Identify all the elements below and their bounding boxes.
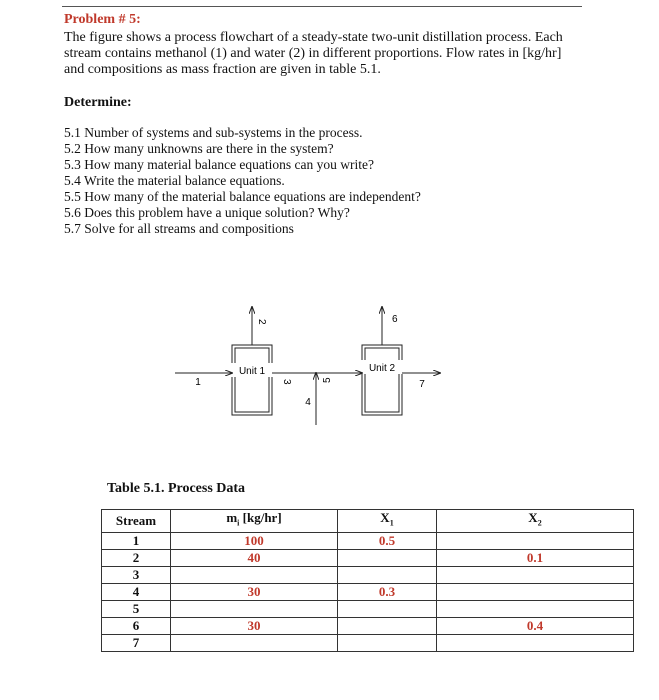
cell-stream: 7	[102, 634, 171, 651]
header-mass-flow: $m_i$ [kg/hr]	[171, 510, 338, 533]
cell-stream: 3	[102, 566, 171, 583]
cell-x1	[338, 566, 437, 583]
cell-x1	[338, 600, 437, 617]
stream-2-label: 2	[256, 319, 267, 325]
cell-mass-flow: 40	[171, 549, 338, 566]
cell-x1: 0.3	[338, 583, 437, 600]
header-stream: Stream	[102, 510, 171, 533]
cell-mass-flow: 30	[171, 583, 338, 600]
header-x1: $X_1$	[338, 510, 437, 533]
unit2-label: Unit 2	[368, 363, 396, 374]
top-rule	[62, 6, 582, 7]
determine-label: Determine:	[64, 95, 132, 110]
cell-mass-flow: 30	[171, 617, 338, 634]
question-item: 5.7 Solve for all streams and compositions	[64, 221, 294, 236]
problem-heading: Problem # 5:	[64, 12, 141, 27]
question-item: 5.5 How many of the material balance equations are independent?	[64, 189, 421, 204]
cell-x1	[338, 617, 437, 634]
stream-6-label: 6	[392, 314, 398, 325]
cell-mass-flow	[171, 600, 338, 617]
cell-x1: 0.5	[338, 532, 437, 549]
question-item: 5.1 Number of systems and sub-systems in the process.	[64, 125, 363, 140]
table-title: Table 5.1. Process Data	[107, 481, 246, 496]
unit1-label: Unit 1	[238, 366, 266, 377]
table-row	[102, 583, 634, 600]
cell-stream: 2	[102, 549, 171, 566]
cell-x2	[437, 566, 634, 583]
cell-x2	[437, 634, 634, 651]
question-item: 5.3 How many material balance equations can you write?	[64, 157, 375, 172]
table-row	[102, 600, 634, 617]
question-item: 5.2 How many unknowns are there in the system?	[64, 141, 334, 156]
stream-5-label: 5	[322, 377, 333, 383]
cell-x1	[338, 634, 437, 651]
stream-3-label: 3	[281, 379, 292, 385]
stream-1-label: 1	[195, 377, 201, 388]
cell-stream: 5	[102, 600, 171, 617]
cell-x2	[437, 600, 634, 617]
stream-7-label: 7	[419, 379, 425, 390]
cell-mass-flow: 100	[171, 532, 338, 549]
header-x2: $X_2$	[437, 510, 634, 533]
cell-stream: 1	[102, 532, 171, 549]
cell-stream: 4	[102, 583, 171, 600]
problem-intro: The figure shows a process flowchart of a steady-state two-unit distillation process. Each stream contains methanol (1) and water (2) in different proportions. Flow rates in [kg/hr] and compositions as mass fraction are given in table 5.1.	[64, 30, 563, 77]
process-data-table	[101, 509, 634, 652]
question-list	[64, 125, 421, 237]
table-row	[102, 566, 634, 583]
table-row	[102, 617, 634, 634]
cell-x2: 0.1	[437, 549, 634, 566]
table-row	[102, 549, 634, 566]
table-row	[102, 634, 634, 651]
question-item: 5.4 Write the material balance equations.	[64, 173, 285, 188]
process-flowchart	[170, 295, 470, 435]
cell-x2	[437, 583, 634, 600]
question-item: 5.6 Does this problem have a unique solution? Why?	[64, 205, 350, 220]
cell-x2	[437, 532, 634, 549]
table-header-row	[102, 510, 634, 533]
cell-mass-flow	[171, 634, 338, 651]
stream-4-label: 4	[305, 397, 311, 408]
unit2-box	[362, 345, 402, 415]
cell-stream: 6	[102, 617, 171, 634]
table-row	[102, 532, 634, 549]
unit1-box	[232, 345, 272, 415]
cell-x2: 0.4	[437, 617, 634, 634]
cell-x1	[338, 549, 437, 566]
cell-mass-flow	[171, 566, 338, 583]
